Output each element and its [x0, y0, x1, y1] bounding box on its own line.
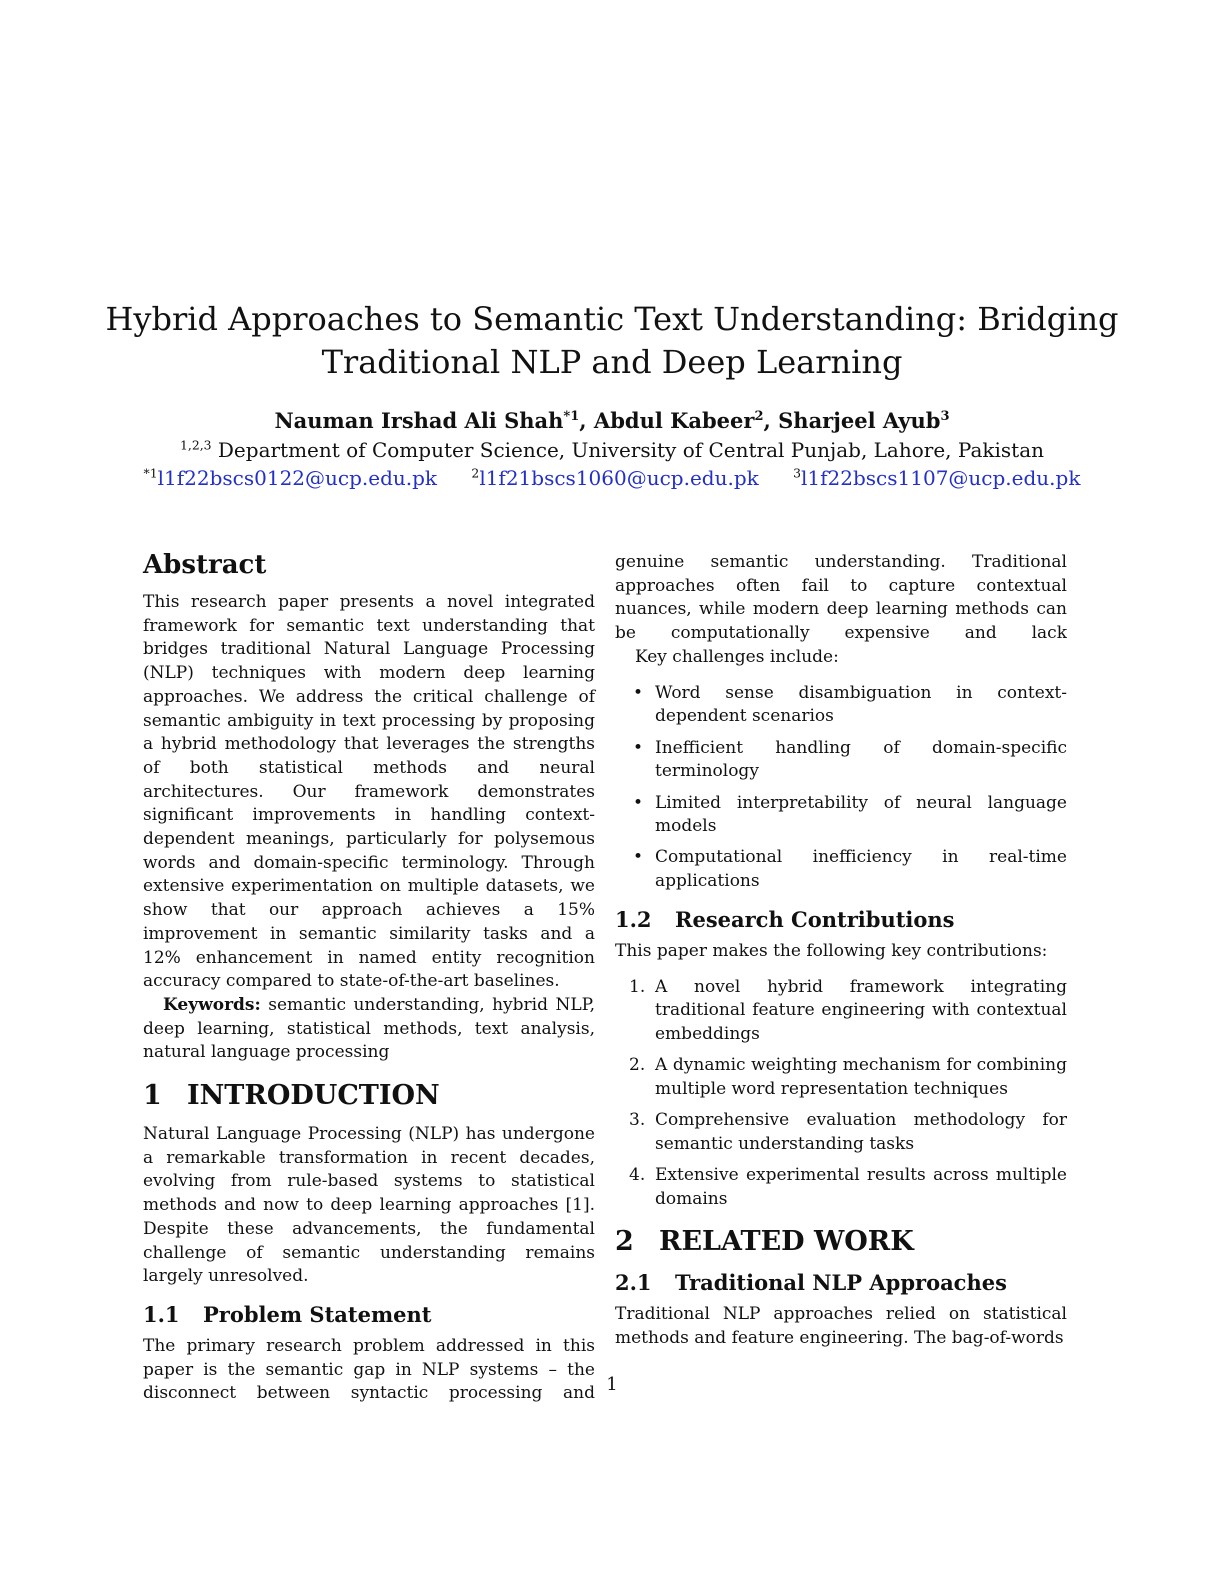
list-item-text: A dynamic weighting mechanism for combining multiple word representation techniques — [655, 1055, 1067, 1099]
bullet-mark: • — [633, 847, 644, 868]
affiliation — [100, 436, 1124, 464]
list-number: 3. — [629, 1110, 646, 1131]
list-item — [615, 792, 1067, 839]
page-number: 1 — [606, 1374, 618, 1395]
list-item — [615, 737, 1067, 784]
bullet-mark: • — [633, 682, 644, 703]
right-column — [615, 551, 1067, 1351]
list-item-text: Word sense disambiguation in context-dependent scenarios — [655, 682, 1067, 727]
section-number: 2 — [615, 1226, 634, 1258]
introduction-text: Natural Language Processing (NLP) has undergone a remarkable transformation in recent decades, evolving from rule-based systems to statistical methods and now to deep learning approaches [1]. Despite these advancements, the fundamental challenge of semantic understanding remains largely unresolved. — [143, 1124, 595, 1287]
list-item-text: Computational inefficiency in real-time applications — [655, 847, 1067, 892]
list-item-text: A novel hybrid framework integrating traditional feature engineering with contextual embeddings — [655, 976, 1067, 1044]
author-name: Sharjeel Ayub — [778, 408, 941, 433]
list-item-text: Extensive experimental results across multiple domains — [655, 1164, 1067, 1209]
section-number: 1 — [143, 1080, 162, 1112]
email-link[interactable]: l1f22bscs0122@ucp.edu.pk — [157, 466, 438, 490]
email-mark: 3 — [793, 465, 802, 481]
list-item — [615, 1109, 1067, 1156]
paper-title — [100, 298, 1124, 384]
email-entry — [144, 466, 438, 490]
subsection-number: 1.2 — [615, 906, 652, 932]
section-title: INTRODUCTION — [187, 1080, 440, 1112]
list-item — [615, 976, 1067, 1047]
problem-statement-text — [143, 1335, 595, 1406]
author-name: Abdul Kabeer — [593, 408, 755, 433]
subsection-heading-traditional-nlp — [615, 1269, 1067, 1297]
email-list — [100, 464, 1124, 492]
problem-continuation — [615, 551, 1067, 646]
subsection-heading-problem — [143, 1301, 595, 1329]
challenge-list — [615, 682, 1067, 894]
author-affil-mark: 3 — [940, 409, 950, 424]
title-line-1: Hybrid Approaches to Semantic Text Understanding: Bridging — [105, 300, 1119, 338]
list-item-text: Comprehensive evaluation methodology for semantic understanding tasks — [655, 1110, 1067, 1154]
list-number: 2. — [629, 1055, 646, 1076]
section-heading-related-work — [615, 1225, 1067, 1259]
related-work-text: Traditional NLP approaches relied on statistical methods and feature engineering. The bag-of-words — [615, 1304, 1067, 1349]
challenges-intro: Key challenges include: — [635, 647, 839, 667]
left-column — [143, 548, 595, 1406]
bullet-mark: • — [633, 737, 644, 758]
bullet-mark: • — [633, 792, 644, 813]
abstract-text: This research paper presents a novel integrated framework for semantic text understanding that bridges traditional Natural Language Processing (NLP) techniques with modern deep learning approaches. We address the critical challenge of semantic ambiguity in text processing by proposing a hybrid methodology that leverages the strengths of both statistical methods and neural architectures. Our framework demonstrates significant improvements in handling context-dependent meanings, particularly for polysemous words and domain-specific terminology. Through extensive experimentation on multiple datasets, we show that our approach achieves a 15% improvement in semantic similarity tasks and a 12% enhancement in named entity recognition accuracy compared to state-of-the-art baselines. — [143, 592, 595, 992]
subsection-title: Research Contributions — [675, 906, 955, 932]
list-item-text: Limited interpretability of neural language models — [655, 792, 1067, 837]
list-item-text: Inefficient handling of domain-specific terminology — [655, 737, 1067, 782]
contribution-list — [615, 976, 1067, 1212]
keywords — [143, 994, 595, 1065]
title-line-2: Traditional NLP and Deep Learning — [321, 343, 903, 381]
affiliation-mark: 1,2,3 — [180, 437, 212, 453]
list-item — [615, 846, 1067, 893]
contributions-intro: This paper makes the following key contributions: — [615, 940, 1048, 961]
email-entry — [793, 466, 1080, 490]
problem-statement-span: The primary research problem addressed in this paper is the semantic gap in NLP systems – the disconnect between syntactic processing and — [143, 1335, 595, 1404]
email-entry — [471, 466, 758, 490]
subsection-title: Problem Statement — [203, 1301, 432, 1327]
list-item — [615, 1054, 1067, 1101]
subsection-heading-contributions — [615, 906, 1067, 934]
author-affil-mark: 2 — [754, 409, 764, 424]
author-affil-mark: *1 — [563, 409, 580, 424]
section-title: RELATED WORK — [659, 1226, 914, 1258]
email-link[interactable]: l1f21bscs1060@ucp.edu.pk — [479, 466, 759, 490]
problem-statement-continued: genuine semantic understanding. Traditional approaches often fail to capture contextual nuances, while modern deep learning methods can be computationally expensive and lack — [615, 552, 1067, 644]
subsection-number: 2.1 — [615, 1270, 652, 1296]
subsection-number: 1.1 — [143, 1301, 180, 1327]
email-mark: *1 — [143, 465, 158, 481]
author-list: Nauman Irshad Ali Shah$^{*1}$, Abdul Kabeer$^2$, Sharjeel Ayub$^3$ — [274, 408, 950, 433]
list-item — [615, 1164, 1067, 1211]
keywords-text: semantic understanding, hybrid NLP, deep learning, statistical methods, text analysis, natural language processing — [143, 994, 596, 1063]
list-number: 1. — [629, 976, 646, 997]
abstract-heading: Abstract — [143, 550, 267, 580]
section-heading-introduction — [143, 1079, 595, 1113]
email-link[interactable]: l1f22bscs1107@ucp.edu.pk — [801, 466, 1081, 490]
list-number: 4. — [629, 1164, 646, 1185]
list-item — [615, 682, 1067, 729]
author-name: Nauman Irshad Ali Shah — [274, 408, 564, 433]
subsection-title: Traditional NLP Approaches — [675, 1270, 1007, 1296]
email-mark: 2 — [471, 465, 480, 481]
affiliation-text: Department of Computer Science, University of Central Punjab, Lahore, Pakistan — [217, 438, 1044, 462]
keywords-label: Keywords: — [163, 994, 261, 1015]
